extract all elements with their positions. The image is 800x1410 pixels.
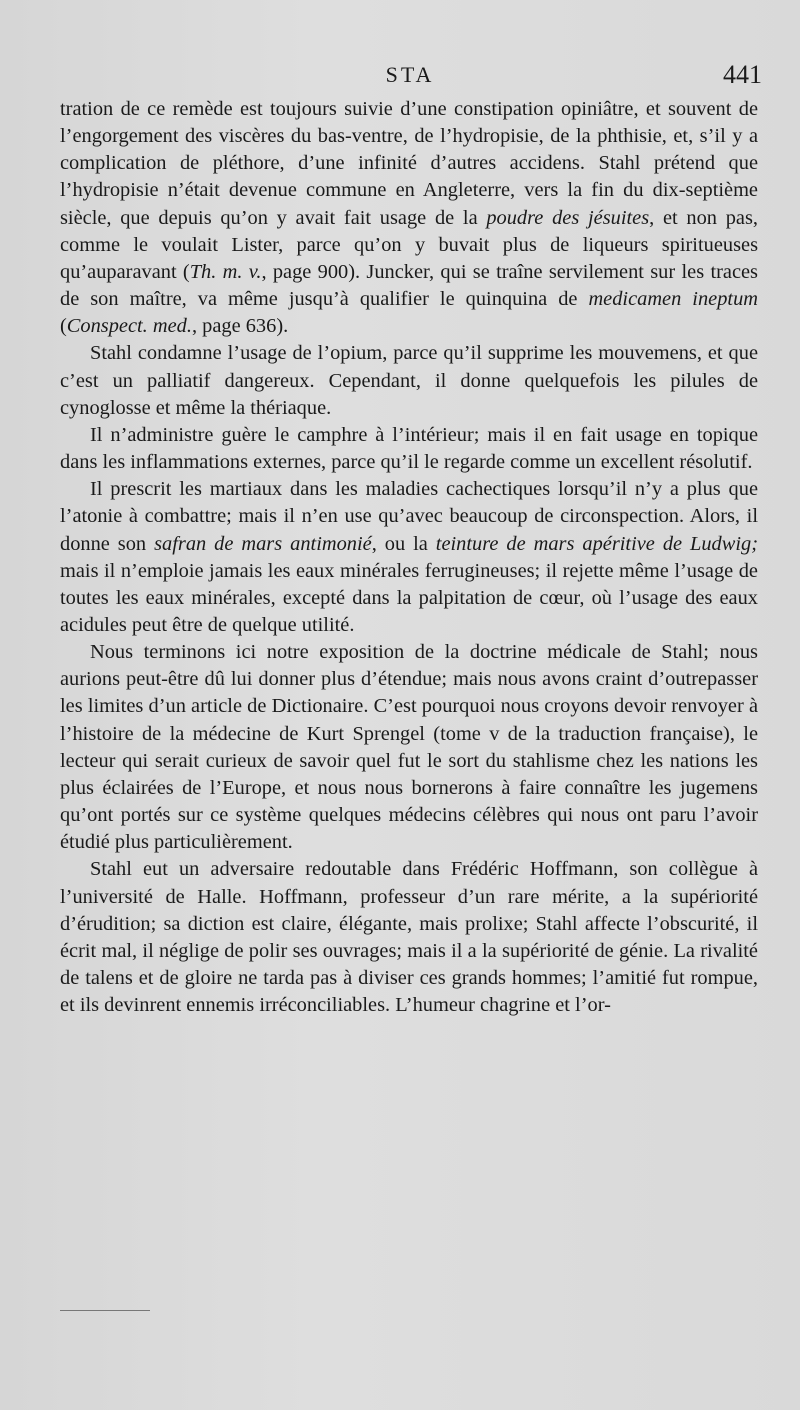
text-run: , ou la: [371, 532, 436, 555]
paragraph: [60, 639, 758, 856]
text-run: Il n’administre guère le camphre à l’intérieur; mais il en fait usage en topique dans les inflammations externes, parce qu’il le regarde comme un excellent résolutif.: [60, 423, 758, 474]
text-run: Stahl condamne l’usage de l’opium, parce qu’il supprime les mouvemens, et que c’est un palliatif dangereux. Cependant, il donne quelquefois les pilules de cynoglosse et même la thériaque.: [60, 342, 758, 419]
text-run: , page 636).: [191, 315, 289, 338]
text-run: tration de ce remède est toujours suivie d’une constipation opiniâtre, et souvent de l’engorgement des viscères du bas-ventre, de l’hydropisie, de la phthisie, et, s’il y a complication de pléthore, d’une infinité d’autres accidens. Stahl prétend que l’hydropisie n’était devenue commune en Angleterre, vers la fin du dix-septième siècle, que depuis qu’on y avait fait usage de la: [60, 98, 758, 229]
italic-text: Th. m. v.: [189, 260, 262, 283]
text-run: Il prescrit les martiaux dans les maladies cachectiques lorsqu’il n’y a plus que l’atonie à combattre; mais il n’en use qu’avec beaucoup de circonspection. Alors, il donne son: [60, 478, 758, 555]
italic-text: medicamen ineptum: [588, 288, 758, 311]
footer-rule: [60, 1310, 150, 1311]
text-run: , et non pas, comme le voulait Lister, parce qu’on y buvait plus de liqueurs spiritueuses qu’auparavant (: [60, 206, 758, 283]
running-head-title: STA: [385, 62, 435, 87]
text-run: (: [60, 315, 67, 338]
italic-text: Conspect. med.: [66, 315, 192, 338]
page-number: 441: [723, 60, 762, 89]
paragraph: [60, 476, 758, 639]
paragraph: [60, 422, 758, 476]
paragraph: [60, 856, 758, 1019]
paragraph: [60, 340, 758, 421]
text-run: Nous terminons ici notre exposition de la doctrine médicale de Stahl; nous aurions peut-être dû lui donner plus d’étendue; mais nous avons craint d’outrepasser les limites d’un article de Dictionaire. C’est pourquoi nous croyons devoir renvoyer à l’histoire de la médecine de Kurt Sprengel (tome v de la traduction française), le lecteur qui serait curieux de savoir quel fut le sort du stahlisme chez les nations les plus éclairées de l’Europe, et nous nous bornerons à faire connaître les jugemens qu’ont portés sur ce système quelques médecins célèbres qui nous ont paru l’avoir étudié plus particulièrement.: [60, 641, 758, 854]
italic-text: teinture de mars apéritive de Ludwig;: [435, 532, 759, 555]
body-text: [60, 96, 758, 1019]
italic-text: poudre des jésuites: [486, 206, 650, 229]
text-run: , page 900). Juncker, qui se traîne servilement sur les traces de son maître, va même jusqu’à qualifier le quinquina de: [60, 260, 758, 311]
italic-text: safran de mars antimonié: [154, 532, 372, 555]
text-run: Stahl eut un adversaire redoutable dans Frédéric Hoffmann, son collègue à l’université de Halle. Hoffmann, professeur d’un rare mérite, a la supériorité d’érudition; sa diction est claire, élégante, mais prolixe; Stahl affecte l’obscurité, il écrit mal, il néglige de polir ses ouvrages; mais il a la supériorité de génie. La rivalité de talens et de gloire ne tarda pas à diviser ces grands hommes; l’amitié fut rompue, et ils devinrent ennemis irréconciliables. L’humeur chagrine et l’or-: [60, 858, 758, 1017]
running-head: [60, 62, 760, 92]
text-run: mais il n’emploie jamais les eaux minérales ferrugineuses; il rejette même l’usage de toutes les eaux minérales, excepté dans la palpitation de cœur, où l’usage des eaux acidules peut être de quelque utilité.: [60, 559, 758, 636]
paragraph: [60, 96, 758, 340]
